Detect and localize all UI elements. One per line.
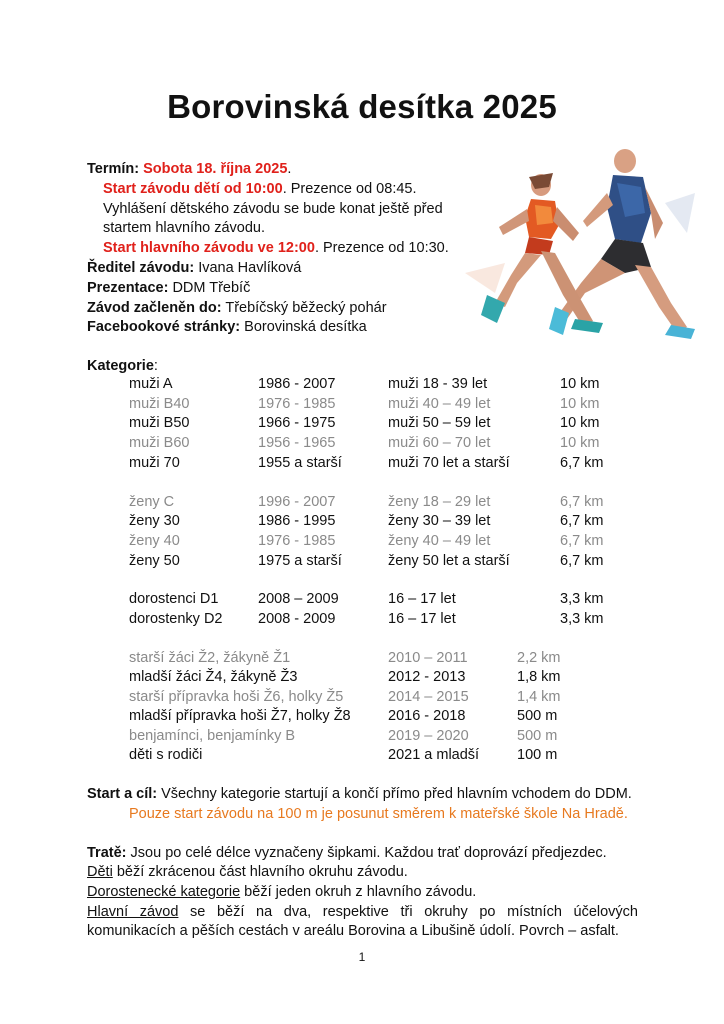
category-age: muži 60 – 70 let <box>388 435 491 451</box>
category-years: 1996 - 2007 <box>258 494 336 510</box>
director-line <box>87 258 301 278</box>
tracks-main-line <box>87 902 638 922</box>
male-runner-icon <box>549 149 695 339</box>
presentation-label: Prezentace: <box>87 280 169 296</box>
category-age: ženy 30 – 39 let <box>388 513 491 529</box>
page-number: 1 <box>358 950 366 964</box>
category-distance: 6,7 km <box>560 513 604 529</box>
category-name: dorostenky D2 <box>129 611 223 627</box>
tracks-text: Jsou po celé délce vyznačeny šipkami. Každou trať doprovází předjezdec. <box>130 845 607 861</box>
kids-category-name: starší přípravka hoši Ž6, holky Ž5 <box>129 689 344 705</box>
main-presence: . Prezence od 10:30. <box>314 240 449 256</box>
kids-category-years: 2019 – 2020 <box>388 728 469 744</box>
kids-category-distance: 500 m <box>517 708 558 724</box>
category-name: muži A <box>129 376 173 392</box>
page-title: Borovinská desítka 2025 <box>167 88 557 125</box>
tracks-kids-text: běží zkrácenou část hlavního okruhu závodu. <box>112 864 408 880</box>
start-finish-text: Všechny kategorie startují a končí přímo před hlavním vchodem do DDM. <box>161 786 632 802</box>
female-runner-icon <box>481 173 603 333</box>
main-start-time: Start hlavního závodu ve 12:00 <box>103 240 315 256</box>
category-years: 1986 - 1995 <box>258 513 336 529</box>
category-age: ženy 18 – 29 let <box>388 494 491 510</box>
category-name: dorostenci D1 <box>129 591 219 607</box>
tracks-youth-text: běží jeden okruh z hlavního závodu. <box>240 884 477 900</box>
director-name: Ivana Havlíková <box>198 260 302 276</box>
category-years: 2008 - 2009 <box>258 611 336 627</box>
kids-category-years: 2014 – 2015 <box>388 689 469 705</box>
category-name: muži B50 <box>129 415 190 431</box>
category-name: muži B40 <box>129 396 190 412</box>
presentation-line <box>87 278 250 298</box>
category-age: muži 40 – 49 let <box>388 396 491 412</box>
kids-category-name: starší žáci Ž2, žákyně Ž1 <box>129 650 291 666</box>
kids-category-years: 2016 - 2018 <box>388 708 466 724</box>
start-finish-note: Pouze start závodu na 100 m je posunut směrem k mateřské škole Na Hradě. <box>129 806 628 822</box>
category-distance: 10 km <box>560 415 600 431</box>
category-distance: 6,7 km <box>560 494 604 510</box>
kids-note-line-2: startem hlavního závodu. <box>103 220 266 236</box>
category-distance: 6,7 km <box>560 455 604 471</box>
category-years: 1956 - 1965 <box>258 435 336 451</box>
category-years: 1975 a starší <box>258 553 342 569</box>
kids-category-years: 2010 – 2011 <box>388 650 468 666</box>
series-line <box>87 298 387 318</box>
category-distance: 3,3 km <box>560 591 604 607</box>
main-start-line <box>103 238 449 258</box>
kids-category-distance: 2,2 km <box>517 650 561 666</box>
category-age: ženy 50 let a starší <box>388 553 510 569</box>
facebook-label: Facebookové stránky: <box>87 319 241 335</box>
race-date: Sobota 18. října 2025 <box>143 161 288 177</box>
category-age: muži 50 – 59 let <box>388 415 491 431</box>
kids-start-time: Start závodu dětí od 10:00 <box>103 181 283 197</box>
tracks-main-text: se běží na dva, respektive tři okruhy po místních účelových <box>178 904 638 920</box>
kids-category-distance: 100 m <box>517 747 558 763</box>
kids-category-distance: 500 m <box>517 728 558 744</box>
kids-category-years: 2012 - 2013 <box>388 669 466 685</box>
category-distance: 6,7 km <box>560 553 604 569</box>
category-name: ženy 30 <box>129 513 180 529</box>
series-label: Závod začleněn do: <box>87 300 222 316</box>
kids-category-name: mladší žáci Ž4, žákyně Ž3 <box>129 669 298 685</box>
category-years: 1986 - 2007 <box>258 376 336 392</box>
categories-colon: : <box>153 358 158 374</box>
category-age: ženy 40 – 49 let <box>388 533 491 549</box>
tracks-main-line-2: komunikacích a pěších cestách v areálu Borovina a Libušině údolí. Povrch – asfalt. <box>87 923 619 939</box>
kids-category-name: mladší přípravka hoši Ž7, holky Ž8 <box>129 708 351 724</box>
category-years: 1976 - 1985 <box>258 533 336 549</box>
category-age: 16 – 17 let <box>388 591 456 607</box>
tracks-kids-line <box>87 862 408 882</box>
date-line <box>87 159 291 179</box>
director-label: Ředitel závodu: <box>87 260 195 276</box>
category-name: ženy C <box>129 494 175 510</box>
category-distance: 10 km <box>560 396 600 412</box>
categories-heading <box>87 356 158 376</box>
tracks-youth-line <box>87 882 476 902</box>
tracks-label: Tratě: <box>87 845 127 861</box>
date-label: Termín: <box>87 161 140 177</box>
kids-start-line <box>103 179 417 199</box>
category-age: 16 – 17 let <box>388 611 456 627</box>
kids-category-name: benjamínci, benjamínky B <box>129 728 296 744</box>
category-years: 1966 - 1975 <box>258 415 336 431</box>
kids-presence: . Prezence od 08:45. <box>282 181 417 197</box>
kids-category-name: děti s rodiči <box>129 747 203 763</box>
presentation-place: DDM Třebíč <box>172 280 251 296</box>
tracks-main-term: Hlavní závod <box>87 904 179 920</box>
kids-category-distance: 1,4 km <box>517 689 561 705</box>
categories-label: Kategorie <box>87 358 154 374</box>
category-name: ženy 50 <box>129 553 180 569</box>
category-distance: 3,3 km <box>560 611 604 627</box>
category-years: 1976 - 1985 <box>258 396 336 412</box>
date-suffix: . <box>287 161 292 177</box>
category-distance: 6,7 km <box>560 533 604 549</box>
category-years: 2008 – 2009 <box>258 591 339 607</box>
runners-illustration <box>465 143 697 346</box>
kids-note-line-1: Vyhlášení dětského závodu se bude konat ještě před <box>103 201 443 217</box>
facebook-line <box>87 317 367 337</box>
tracks-line <box>87 843 607 863</box>
category-distance: 10 km <box>560 376 600 392</box>
start-finish-line <box>87 784 632 804</box>
category-name: ženy 40 <box>129 533 180 549</box>
kids-category-years: 2021 a mladší <box>388 747 480 763</box>
category-distance: 10 km <box>560 435 600 451</box>
category-age: muži 18 - 39 let <box>388 376 488 392</box>
series-name: Třebíčský běžecký pohár <box>225 300 387 316</box>
category-name: muži 70 <box>129 455 180 471</box>
category-age: muži 70 let a starší <box>388 455 510 471</box>
start-finish-label: Start a cíl: <box>87 786 158 802</box>
category-name: muži B60 <box>129 435 190 451</box>
tracks-kids-term: Děti <box>87 864 113 880</box>
tracks-youth-term: Dorostenecké kategorie <box>87 884 241 900</box>
kids-category-distance: 1,8 km <box>517 669 561 685</box>
facebook-page: Borovinská desítka <box>244 319 367 335</box>
category-years: 1955 a starší <box>258 455 342 471</box>
